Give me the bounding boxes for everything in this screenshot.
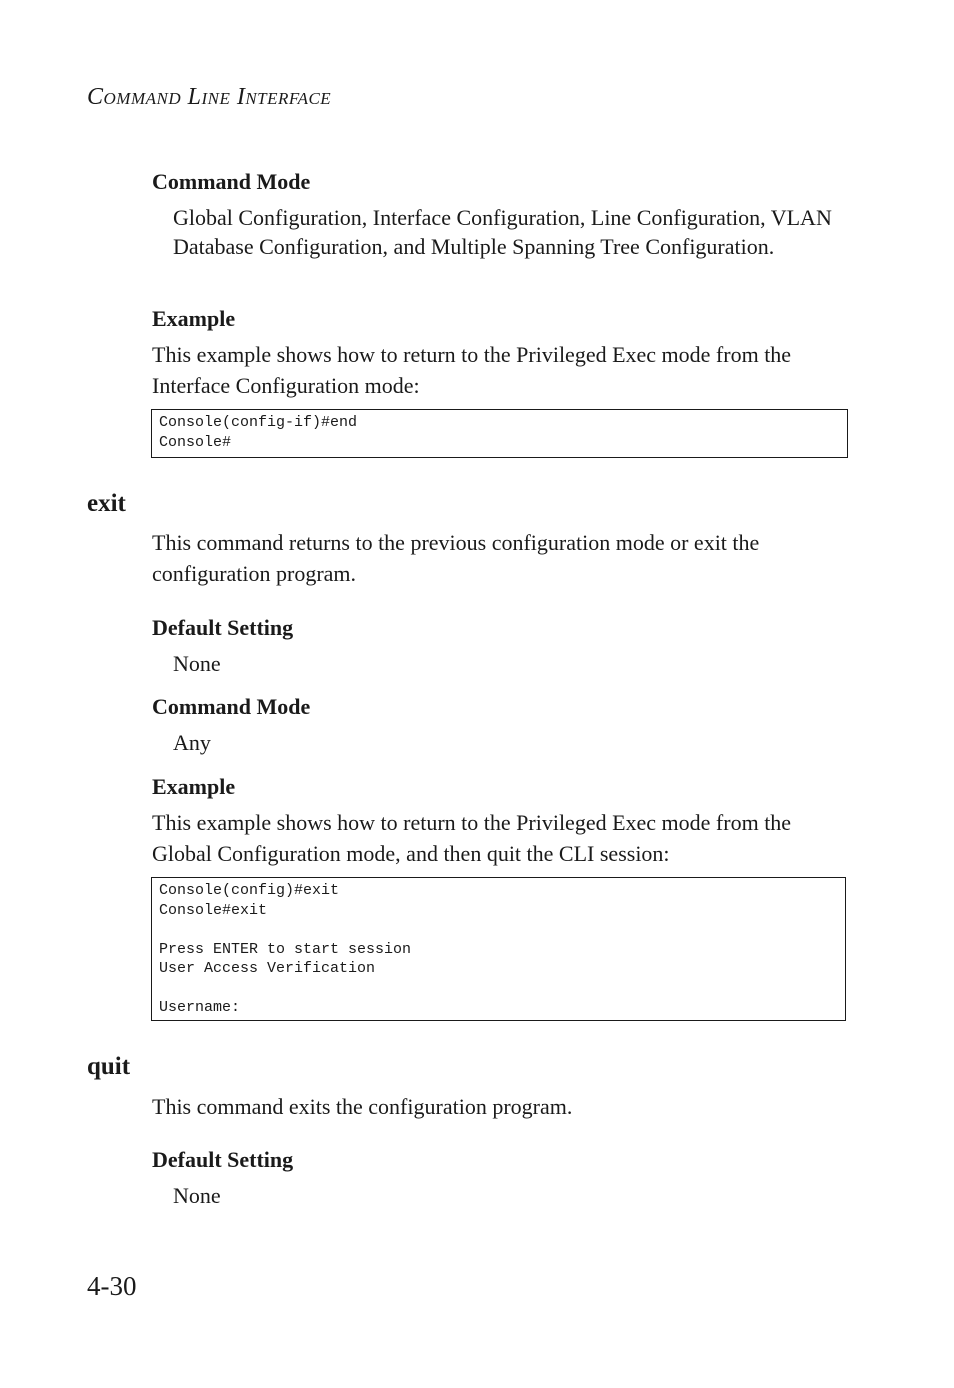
running-header: Command Line Interface <box>87 84 332 110</box>
quit-description: This command exits the configuration program. <box>152 1094 573 1119</box>
section-title-quit: quit <box>87 1053 131 1080</box>
command-mode-heading: Command Mode <box>152 694 311 719</box>
default-setting-heading: Default Setting <box>152 1147 294 1172</box>
command-mode-heading: Command Mode <box>152 169 311 194</box>
default-setting-heading: Default Setting <box>152 615 294 640</box>
example-text: This example shows how to return to the Privileged Exec mode from the Global Configuration mode, and then quit the CLI session: <box>152 810 792 866</box>
example-heading: Example <box>152 774 236 799</box>
example-text: This example shows how to return to the Privileged Exec mode from the Interface Configuration mode: <box>152 342 792 398</box>
command-mode-value: Any <box>173 730 211 755</box>
code-block: Console(config)#exit Console#exit Press ENTER to start session User Access Verification Username: <box>151 877 846 1021</box>
command-mode-text: Global Configuration, Interface Configuration, Line Configuration, VLAN Database Configuration, and Multiple Spanning Tree Configuration. <box>173 205 832 259</box>
section-title-exit: exit <box>87 490 126 517</box>
code-block: Console(config-if)#end Console# <box>151 409 848 458</box>
exit-description: This command returns to the previous configuration mode or exit the configuration program. <box>152 530 760 586</box>
example-heading: Example <box>152 306 236 331</box>
default-setting-value: None <box>173 1183 221 1208</box>
page-number: 4-30 <box>87 1271 137 1301</box>
default-setting-value: None <box>173 651 221 676</box>
